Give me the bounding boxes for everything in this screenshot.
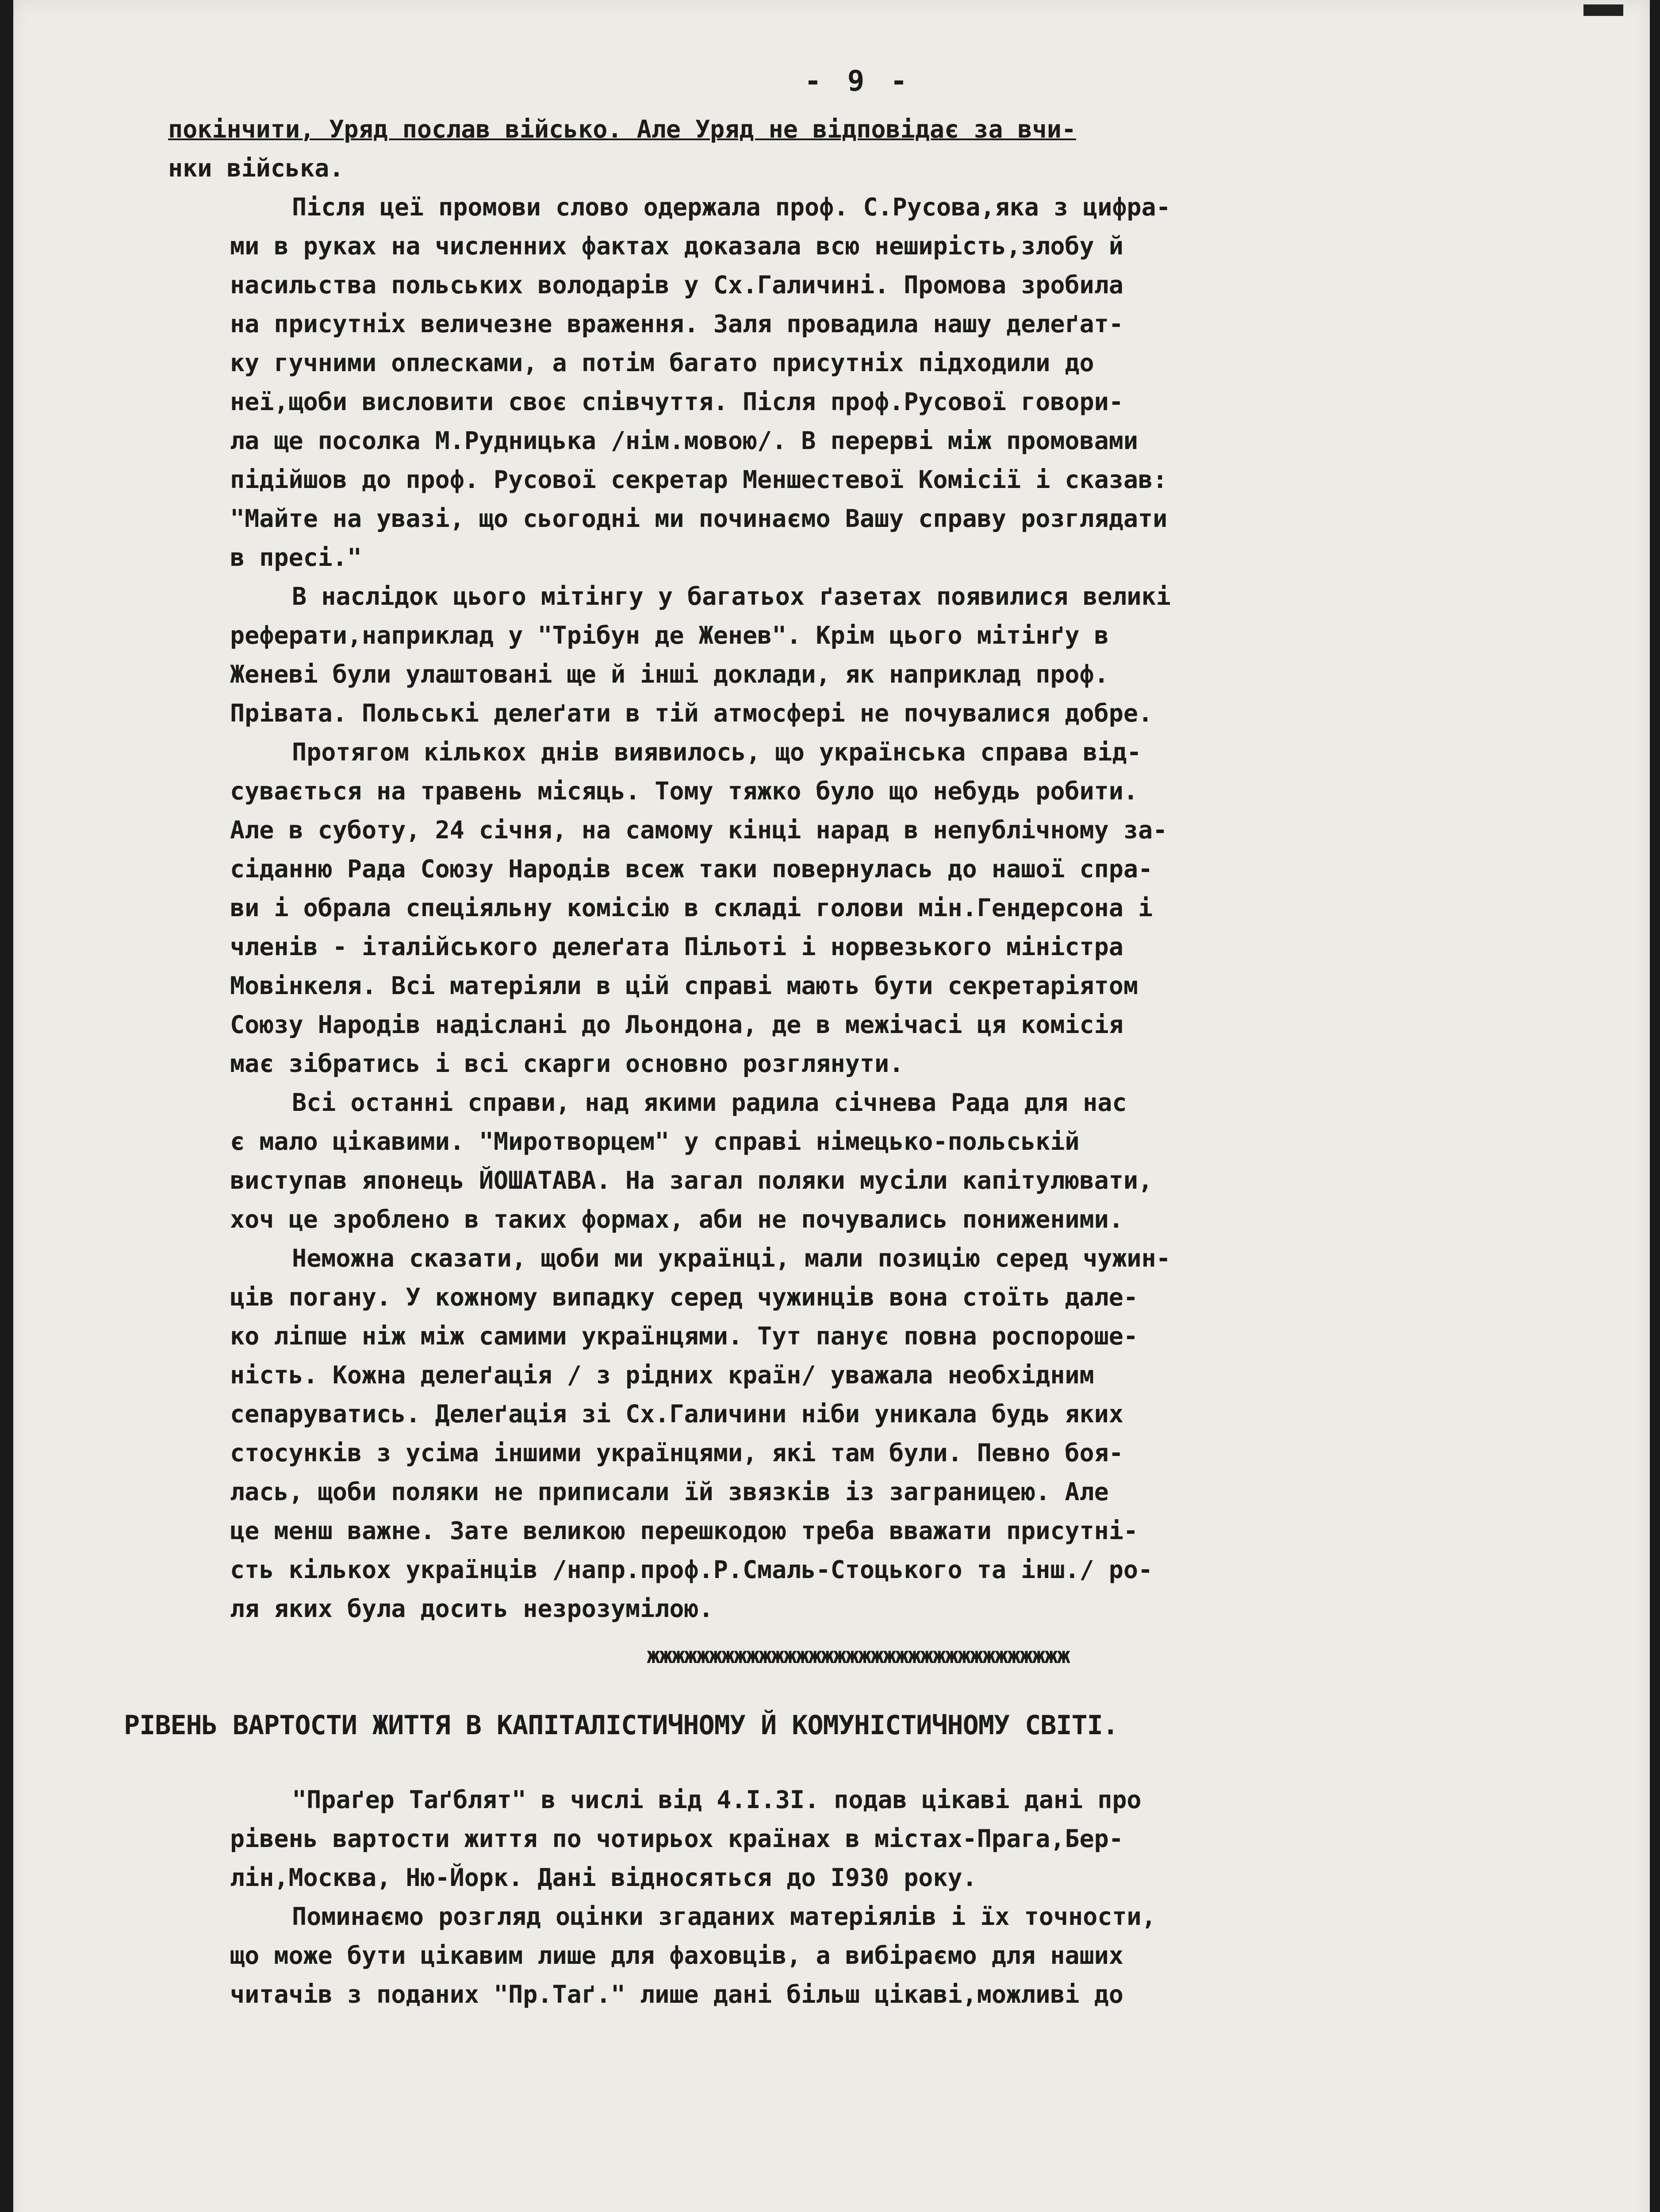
page-number: - 9 - <box>804 65 912 98</box>
corner-mark <box>1583 4 1623 16</box>
text-line: Неможна сказати, щоби ми українці, мали позицію серед чужин- <box>292 1244 1171 1272</box>
text-line: в пресі." <box>230 543 362 572</box>
text-line: є мало цікавими. "Миротворцем" у справі німецько-польській <box>230 1127 1080 1156</box>
body-text-bottom <box>168 1780 1548 2014</box>
text-line: стосунків з усіма іншими українцями, які там були. Певно боя- <box>230 1439 1123 1467</box>
text-line: покінчити, Уряд послав військо. Але Уряд не відповідає за вчи- <box>168 115 1076 143</box>
paragraph <box>168 1897 1548 2014</box>
text-line: на присутніх величезне враження. Заля провадила нашу делеґат- <box>230 310 1123 338</box>
text-line: насильства польських володарів у Сх.Галичині. Промова зробила <box>230 271 1123 299</box>
text-line: Союзу Народів надіслані до Льондона, де в межічасі ця комісія <box>230 1010 1123 1039</box>
paragraph <box>168 1239 1548 1628</box>
text-line: нки війська. <box>168 154 344 182</box>
text-line: ність. Кожна делеґація / з рідних країн/ уважала необхідним <box>230 1361 1094 1389</box>
text-line: Всі останні справи, над якими радила січнева Рада для нас <box>292 1088 1127 1117</box>
text-line: ку гучними оплесками, а потім багато присутніх підходили до <box>230 349 1094 377</box>
text-line: сувається на травень місяць. Тому тяжко було що небудь робити. <box>230 777 1138 805</box>
text-line: Протягом кількох днів виявилось, що українська справа від- <box>292 738 1142 766</box>
text-line: Прівата. Польські делеґати в тій атмосфері не почувалися добре. <box>230 699 1153 727</box>
paragraph <box>168 1083 1548 1239</box>
text-line: це менш важне. Зате великою перешкодою треба вважати присутні- <box>230 1517 1138 1545</box>
text-line: Поминаємо розгляд оцінки згаданих матеріялів і їх точности, <box>292 1902 1156 1931</box>
body-text-top <box>168 110 1548 1628</box>
text-line: "Праґер Таґблят" в числі від 4.І.3І. подав цікаві дані про <box>292 1786 1142 1814</box>
text-line: ми в руках на численних фактах доказала всю неширіcть,злобу й <box>230 232 1123 260</box>
text-line: реферати,наприклад у "Трібун де Женев". Крім цього мітінґу в <box>230 621 1109 649</box>
text-line: сіданню Рада Союзу Народів всеж таки повернулась до нашої спра- <box>230 855 1153 883</box>
text-line: що може бути цікавим лише для фаховців, а вибіраємо для наших <box>230 1941 1123 1970</box>
text-line: Після цеї промови слово одержала проф. С.Русова,яка з цифра- <box>292 193 1171 221</box>
text-line: Але в суботу, 24 січня, на самому кінці нарад в непублічному за- <box>230 816 1168 844</box>
text-line: ви і обрала спеціяльну комісію в складі голови мін.Гендерсона і <box>230 894 1153 922</box>
text-line: рівень вартости життя по чотирьох країнах в містах-Прага,Бер- <box>230 1824 1123 1853</box>
text-line: В наслідок цього мітінгу у багатьох ґазетах появилися великі <box>292 582 1171 611</box>
text-line: ців погану. У кожному випадку серед чужинців вона стоїть дале- <box>230 1283 1138 1311</box>
text-line: лась, щоби поляки не приписали їй звязків із заграницею. Але <box>230 1478 1109 1506</box>
text-line: ко ліпше ніж між самими українцями. Тут панує повна роспороше- <box>230 1322 1138 1350</box>
text-line: сть кількох українців /напр.проф.Р.Смаль-Стоцького та інш./ ро- <box>230 1555 1153 1584</box>
text-line: Женеві були улаштовані ще й інші доклади, як наприклад проф. <box>230 660 1109 688</box>
paper-sheet <box>13 0 1650 2212</box>
paragraph <box>168 577 1548 733</box>
text-line: членів - італійського делеґата Пільоті і норвезького міністра <box>230 933 1123 961</box>
section-title: РІВЕНЬ ВАРТОСТИ ЖИТТЯ В КАПІТАЛІСТИЧНОМУ Й КОМУНІСТИЧНОМУ СВІТІ. <box>124 1710 1118 1741</box>
paragraph <box>168 733 1548 1083</box>
text-line: лін,Москва, Ню-Йорк. Дані відносяться до І930 року. <box>230 1863 977 1892</box>
text-line: Мовінкеля. Всі матеріяли в цій справі мають бути секретаріятом <box>230 972 1138 1000</box>
paragraph <box>168 110 1548 188</box>
text-line: хоч це зроблено в таких формах, аби не почувались пониженими. <box>230 1205 1123 1233</box>
text-line: підійшов до проф. Русової секретар Меншестевої Комісії і сказав: <box>230 465 1168 494</box>
text-line: неї,щоби висловити своє співчуття. Після проф.Русової говори- <box>230 388 1123 416</box>
text-line: сепаруватись. Делеґація зі Сх.Галичини ніби уникала будь яких <box>230 1400 1123 1428</box>
paragraph <box>168 188 1548 577</box>
paragraph <box>168 1780 1548 1897</box>
text-line: ля яких була досить незрозумілою. <box>230 1594 713 1623</box>
text-line: ла ще посолка М.Рудницька /нім.мовою/. В перерві між промовами <box>230 426 1138 455</box>
text-line: читачів з поданих "Пр.Таґ." лише дані більш цікаві,можливі до <box>230 1980 1123 2008</box>
text-line: "Майте на увазі, що сьогодні ми починаємо Вашу справу розглядати <box>230 504 1168 533</box>
separator-line: жжжжжжжжжжжжжжжжжжжжжжжжжжжжжжжжжж <box>647 1643 1070 1668</box>
text-line: має зібратись і всі скарги основно розглянути. <box>230 1049 904 1078</box>
document-page <box>124 62 1548 2014</box>
text-line: виступав японець ЙОШАТАВА. На загал поляки мусіли капітулювати, <box>230 1166 1153 1194</box>
